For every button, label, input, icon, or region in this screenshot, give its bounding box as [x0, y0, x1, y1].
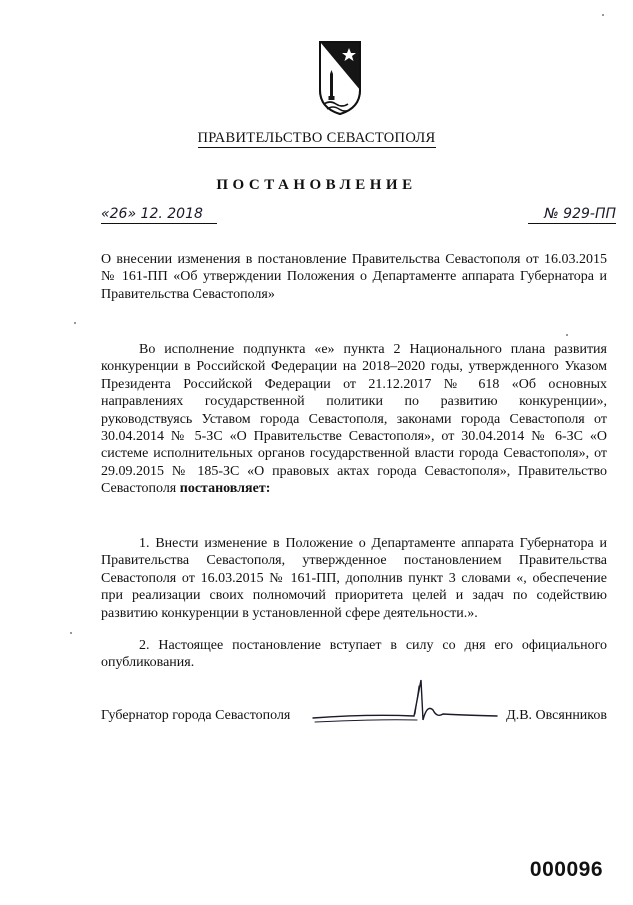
- registration-number-stamp: 000096: [529, 858, 603, 881]
- signature-block: [101, 706, 607, 730]
- document-date-field: [101, 205, 217, 224]
- preamble-paragraph: [101, 341, 607, 498]
- scan-speck: [566, 334, 568, 336]
- resolves-word: постановляет:: [179, 481, 271, 497]
- document-number: № 929-ПП: [544, 206, 616, 222]
- resolution-item-2: 2. Настоящее постановление вступает в силу со дня его официального опубликования.: [101, 638, 607, 671]
- handwritten-signature: [309, 674, 499, 732]
- preamble-text: Во исполнение подпункта «е» пункта 2 Национального плана развития конкуренции в Российской Федерации на 2018–2020 годы, утвержденного Указом Президента Российской Федерации от 21.12.2017 № 618 «Об основных направлениях государственной политики по развитию конкуренции», руководствуясь Уставом города Севастополя, законами города Севастополя от 30.04.2014 № 5-ЗС «О Правительстве Севастополя», от 30.04.2014 № 6-ЗС «О системе исполнительных органов государственной власти города Севастополя», от 29.09.2015 № 185-ЗС «О правовых актах города Севастополя», Правительство Севастополя: [101, 342, 607, 497]
- signatory-title: Губернатор города Севастополя: [101, 708, 291, 723]
- resolution-item-1: 1. Внести изменение в Положение о Департаменте аппарата Губернатора и Правительства Севастополя, утвержденное постановлением Правительства Севастополя от 16.03.2015 № 161-ПП, дополнив пункт 3 словами «, обеспечение при реализации своих полномочий приоритета целей и задач по содействию развитию конкуренции в установленной сфере деятельности.».: [101, 536, 607, 621]
- document-number-field: [528, 205, 616, 224]
- document-type-heading: ПОСТАНОВЛЕНИЕ: [216, 177, 417, 193]
- scan-speck: [602, 14, 604, 16]
- signatory-name: Д.В. Овсянников: [506, 708, 607, 723]
- document-subject: О внесении изменения в постановление Правительства Севастополя от 16.03.2015 № 161-ПП «Об утверждении Положения о Департаменте аппарата Губернатора и Правительства Севастополя»: [101, 252, 607, 302]
- sevastopol-coat-of-arms-emblem: [318, 40, 362, 116]
- scan-speck: [70, 632, 72, 634]
- scan-speck: [74, 322, 76, 324]
- government-title: ПРАВИТЕЛЬСТВО СЕВАСТОПОЛЯ: [197, 130, 436, 146]
- document-date: «26» 12. 2018: [101, 206, 203, 222]
